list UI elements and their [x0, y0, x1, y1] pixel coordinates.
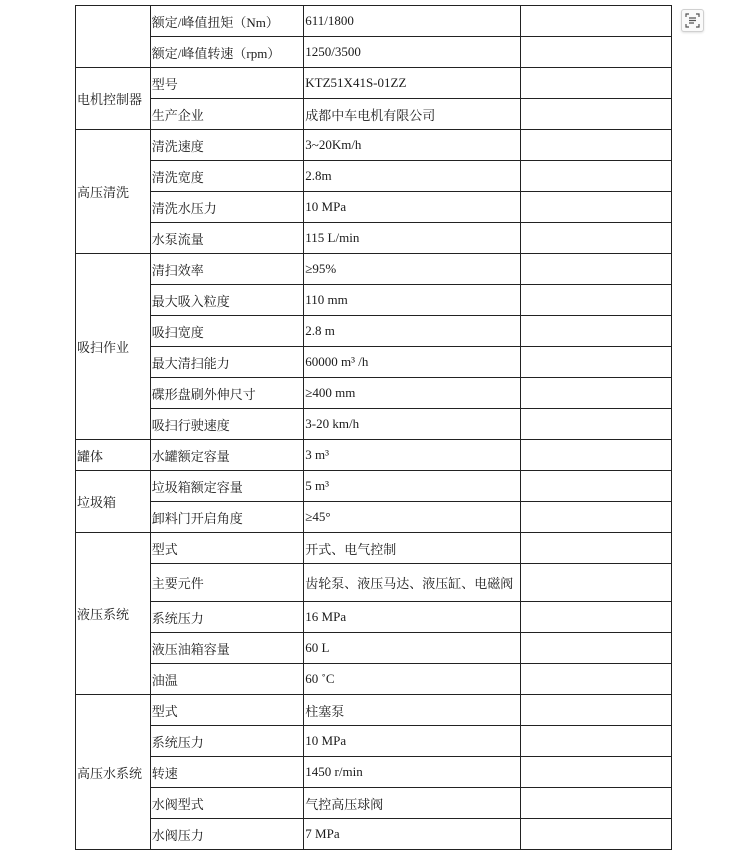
value-cell: 3~20Km/h — [304, 130, 521, 161]
table-row — [76, 502, 672, 533]
category-cell — [76, 6, 151, 68]
param-cell: 水泵流量 — [150, 223, 304, 254]
table-row — [76, 316, 672, 347]
category-cell: 罐体 — [76, 440, 151, 471]
note-cell — [521, 695, 672, 726]
value-cell: ≥95% — [304, 254, 521, 285]
param-cell: 卸料门开启角度 — [150, 502, 304, 533]
note-cell — [521, 502, 672, 533]
param-cell: 液压油箱容量 — [150, 633, 304, 664]
param-cell: 碟形盘刷外伸尺寸 — [150, 378, 304, 409]
note-cell — [521, 192, 672, 223]
table-row — [76, 130, 672, 161]
note-cell — [521, 130, 672, 161]
param-cell: 油温 — [150, 664, 304, 695]
param-cell: 额定/峰值扭矩（Nm） — [150, 6, 304, 37]
table-row — [76, 37, 672, 68]
note-cell — [521, 440, 672, 471]
table-row — [76, 285, 672, 316]
value-cell: 611/1800 — [304, 6, 521, 37]
note-cell — [521, 316, 672, 347]
note-cell — [521, 602, 672, 633]
table-row — [76, 757, 672, 788]
param-cell: 型式 — [150, 533, 304, 564]
param-cell: 清洗水压力 — [150, 192, 304, 223]
note-cell — [521, 471, 672, 502]
scan-text-icon — [685, 13, 700, 28]
value-cell: 5 m³ — [304, 471, 521, 502]
table-row — [76, 6, 672, 37]
table-row — [76, 633, 672, 664]
param-cell: 水阀型式 — [150, 788, 304, 819]
value-cell: 成都中车电机有限公司 — [304, 99, 521, 130]
note-cell — [521, 564, 672, 602]
param-cell: 最大吸入粒度 — [150, 285, 304, 316]
scan-text-button[interactable] — [681, 9, 704, 32]
note-cell — [521, 347, 672, 378]
note-cell — [521, 161, 672, 192]
param-cell: 吸扫行驶速度 — [150, 409, 304, 440]
table-row — [76, 409, 672, 440]
category-cell: 电机控制器 — [76, 68, 151, 130]
param-cell: 系统压力 — [150, 726, 304, 757]
value-cell: 3 m³ — [304, 440, 521, 471]
note-cell — [521, 285, 672, 316]
table-row — [76, 68, 672, 99]
param-cell: 水阀压力 — [150, 819, 304, 850]
table-row — [76, 788, 672, 819]
category-cell: 高压水系统 — [76, 695, 151, 850]
note-cell — [521, 757, 672, 788]
param-cell: 型式 — [150, 695, 304, 726]
note-cell — [521, 819, 672, 850]
note-cell — [521, 254, 672, 285]
value-cell: 2.8 m — [304, 316, 521, 347]
note-cell — [521, 378, 672, 409]
table-row — [76, 347, 672, 378]
value-cell: 气控高压球阀 — [304, 788, 521, 819]
note-cell — [521, 6, 672, 37]
value-cell: 16 MPa — [304, 602, 521, 633]
value-cell: 开式、电气控制 — [304, 533, 521, 564]
table-row — [76, 254, 672, 285]
param-cell: 清洗宽度 — [150, 161, 304, 192]
table-row — [76, 664, 672, 695]
value-cell: 3-20 km/h — [304, 409, 521, 440]
param-cell: 最大清扫能力 — [150, 347, 304, 378]
category-cell: 高压清洗 — [76, 130, 151, 254]
note-cell — [521, 37, 672, 68]
note-cell — [521, 68, 672, 99]
value-cell: 60 L — [304, 633, 521, 664]
param-cell: 主要元件 — [150, 564, 304, 602]
category-cell: 垃圾箱 — [76, 471, 151, 533]
category-cell: 液压系统 — [76, 533, 151, 695]
value-cell: ≥400 mm — [304, 378, 521, 409]
category-cell: 吸扫作业 — [76, 254, 151, 440]
table-row — [76, 161, 672, 192]
note-cell — [521, 726, 672, 757]
spec-table — [75, 5, 672, 850]
note-cell — [521, 533, 672, 564]
value-cell: 10 MPa — [304, 192, 521, 223]
note-cell — [521, 409, 672, 440]
param-cell: 吸扫宽度 — [150, 316, 304, 347]
value-cell: 柱塞泵 — [304, 695, 521, 726]
table-row — [76, 471, 672, 502]
value-cell: 60000 m³ /h — [304, 347, 521, 378]
value-cell: 1450 r/min — [304, 757, 521, 788]
table-row — [76, 192, 672, 223]
param-cell: 型号 — [150, 68, 304, 99]
param-cell: 转速 — [150, 757, 304, 788]
param-cell: 生产企业 — [150, 99, 304, 130]
table-row — [76, 99, 672, 130]
table-row — [76, 223, 672, 254]
note-cell — [521, 664, 672, 695]
table-row — [76, 440, 672, 471]
value-cell: 7 MPa — [304, 819, 521, 850]
table-row — [76, 533, 672, 564]
table-row — [76, 726, 672, 757]
param-cell: 清洗速度 — [150, 130, 304, 161]
note-cell — [521, 633, 672, 664]
value-cell: 10 MPa — [304, 726, 521, 757]
note-cell — [521, 223, 672, 254]
table-row — [76, 695, 672, 726]
value-cell: KTZ51X41S-01ZZ — [304, 68, 521, 99]
note-cell — [521, 99, 672, 130]
value-cell: 齿轮泵、液压马达、液压缸、电磁阀 — [304, 564, 521, 602]
table-row — [76, 564, 672, 602]
value-cell: ≥45° — [304, 502, 521, 533]
table-row — [76, 819, 672, 850]
value-cell: 2.8m — [304, 161, 521, 192]
param-cell: 额定/峰值转速（rpm） — [150, 37, 304, 68]
param-cell: 系统压力 — [150, 602, 304, 633]
param-cell: 水罐额定容量 — [150, 440, 304, 471]
value-cell: 115 L/min — [304, 223, 521, 254]
param-cell: 垃圾箱额定容量 — [150, 471, 304, 502]
value-cell: 110 mm — [304, 285, 521, 316]
note-cell — [521, 788, 672, 819]
param-cell: 清扫效率 — [150, 254, 304, 285]
table-row — [76, 378, 672, 409]
value-cell: 1250/3500 — [304, 37, 521, 68]
table-row — [76, 602, 672, 633]
value-cell: 60 ˚C — [304, 664, 521, 695]
